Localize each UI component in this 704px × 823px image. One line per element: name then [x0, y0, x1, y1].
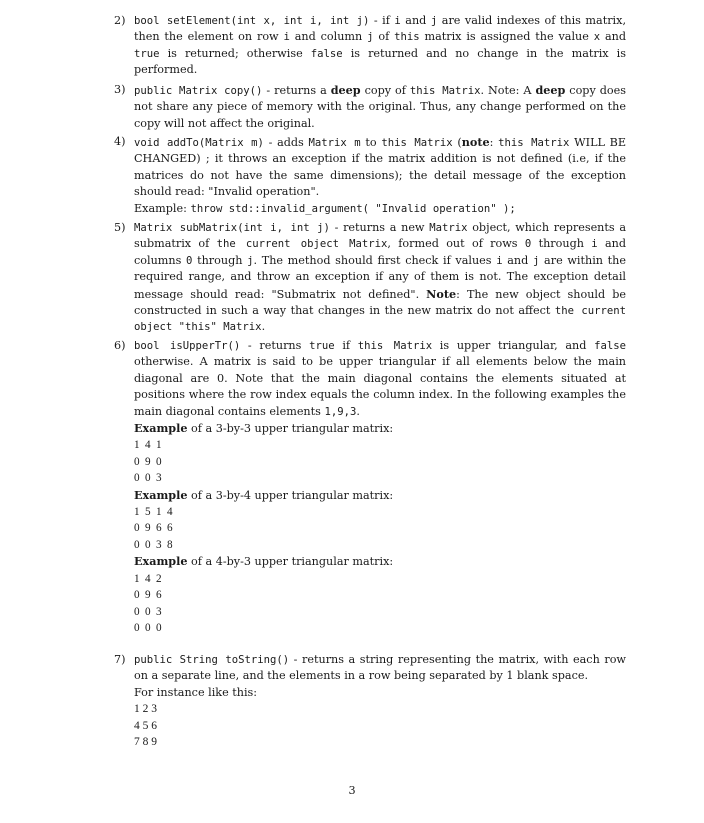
item-toString: [114, 652, 627, 750]
page-number: 3: [348, 784, 356, 797]
matrix-row: 1 5 1 4: [134, 506, 173, 519]
item-copy: [114, 82, 627, 132]
item-text: public Matrix copy() - returns a deep copy of this Matrix. Note: A deep copy does not share any piece of memory with the original. Thus, any change performed on the copy will not affect the original.: [134, 83, 627, 130]
item-number: 5): [114, 221, 126, 234]
item-number: 6): [114, 339, 126, 352]
example-caption: Example of a 3-by-3 upper triangular matrix:: [134, 421, 394, 436]
item-text: bool isUpperTr() - returns true if this Matrix is upper triangular, and false otherwise. A matrix is said to be upper triangular if all elements below the main diagonal are 0. Note that the main diagonal contains the elements situated at positions where the row index equals the column index. In the following examples the main diagonal contains elements 1,9,3.: [134, 339, 626, 418]
output-line: 1 2 3: [134, 703, 157, 716]
matrix-row: 0 9 6: [134, 589, 162, 602]
item-text: Matrix subMatrix(int i, int j) - returns a new Matrix object, which represents a submatrix of the current object Matrix, formed out of rows 0 through i and columns 0 through j. The method should first check if values i and j are within the required range, and throw an exception if any of them is not. The exception detail message should read: "Submatrix not defined". Note: The new object should be constructed in such a way that changes in the new matrix do not affect the current object "this" Matrix.: [134, 221, 627, 334]
item-text: void addTo(Matrix m) - adds Matrix m to this Matrix (note: this Matrix WILL BE CHANGED) ; it throws an exception if the matrix addition is not defined (i.e, if the matrices do not have the same dimensions); the detail message of the exception should read: "Invalid operation".: [134, 135, 627, 199]
item-subMatrix: [114, 220, 627, 336]
item-isUpperTr: [114, 338, 626, 636]
tostring-output: [134, 701, 626, 750]
example-caption: Example of a 4-by-3 upper triangular matrix:: [134, 554, 394, 569]
matrix-row: 0 0 0: [134, 621, 162, 634]
output-line: 7 8 9: [134, 736, 157, 749]
item-addTo: [114, 134, 627, 217]
matrix-row: 0 9 0: [134, 455, 162, 468]
matrix-row: 0 0 3 8: [134, 538, 173, 551]
output-line: 4 5 6: [134, 719, 157, 732]
matrix-example-3x3: [134, 437, 626, 486]
matrix-row: 0 0 3: [134, 605, 162, 618]
item-number: 3): [114, 83, 126, 96]
item-number: 7): [114, 653, 126, 666]
matrix-example-4x3: [134, 571, 626, 637]
example-caption: Example of a 3-by-4 upper triangular matrix:: [134, 487, 394, 502]
matrix-row: 1 4 2: [134, 572, 162, 585]
matrix-row: 0 9 6 6: [134, 522, 173, 535]
item-setElement: [114, 13, 627, 79]
item-number: 4): [114, 135, 126, 148]
matrix-row: 0 0 3: [134, 472, 162, 485]
item-number: 2): [114, 14, 126, 27]
matrix-example-3x4: [134, 504, 626, 553]
item-text-instance: For instance like this:: [134, 685, 258, 699]
item-text: bool setElement(int x, int i, int j) - if i and j are valid indexes of this matrix, then the element on row i and column j of this matrix is assigned the value x and true is returned; otherwise false is returned and no change in the matrix is performed.: [134, 14, 627, 77]
item-text: public String toString() - returns a string representing the matrix, with each row on a separate line, and the elements in a row being separated by 1 blank space.: [134, 653, 627, 683]
matrix-row: 1 4 1: [134, 439, 162, 452]
example-line: Example: throw std::invalid_argument( "Invalid operation" );: [134, 201, 516, 215]
